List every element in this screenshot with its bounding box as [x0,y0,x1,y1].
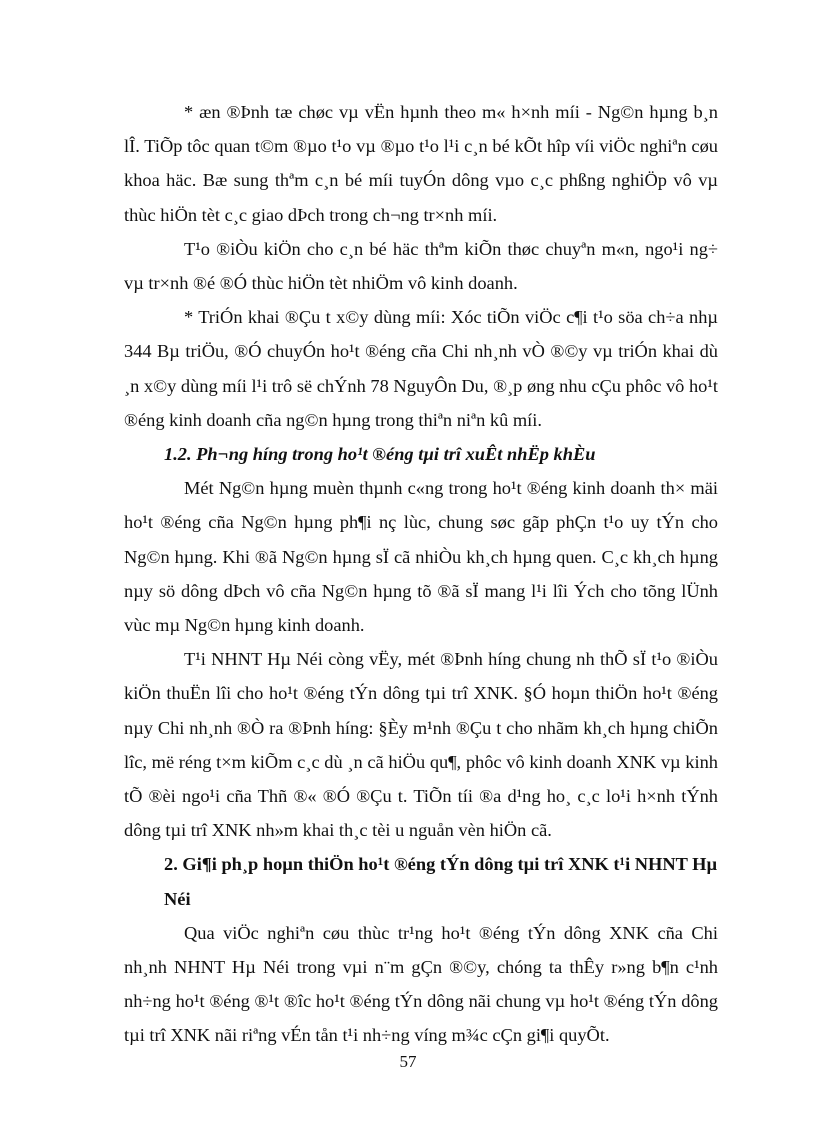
page-number: 57 [399,1052,417,1071]
paragraph-4: Mét Ng©n hµng muèn thµnh c«ng trong ho¹t ®éng kinh doanh th× mäi ho¹t ®éng cña Ng©n hµng ph¶i nç lùc, chung søc gãp phÇn t¹o uy tÝn cho Ng©n hµng. Khi ®ã Ng©n hµng sÏ cã nhiÒu kh¸ch hµng quen. C¸c kh¸ch hµng nµy sö dông dÞch vô cña Ng©n hµng tõ ®ã sÏ mang l¹i lîi Ých cho tõng lÜnh vùc mµ Ng©n hµng kinh doanh. [124,478,718,636]
section-heading-1-2: 1.2. Ph¬ng híng trong ho¹t ®éng tµi trî xuÊt nhËp khÈu [164,444,596,465]
paragraph-5: T¹i NHNT Hµ Néi còng vËy, mét ®Þnh híng chung nh thÕ sÏ t¹o ®iÒu kiÖn thuËn lîi cho ho¹t ®éng tÝn dông tµi trî XNK. §Ó hoµn thiÖn ho¹t ®éng nµy Chi nh¸nh ®Ò ra ®Þnh híng: §Èy m¹nh ®Çu t cho nhãm kh¸ch hµng chiÕn lîc, më réng t×m kiÕm c¸c dù ¸n cã hiÖu qu¶, phôc vô kinh doanh XNK vµ kinh tÕ ®èi ngo¹i cña Thñ ®« ®Ó ®Çu t. TiÕn tíi ®a d¹ng ho¸ c¸c lo¹i h×nh tÝnh dông tµi trî XNK nh»m khai th¸c tèi u nguån vèn hiÖn cã. [124,649,718,841]
page-body [124,95,718,1053]
paragraph-3: * TriÓn khai ®Çu t x©y dùng míi: Xóc tiÕn viÖc c¶i t¹o söa ch÷a nhµ 344 Bµ triÖu, ®Ó chuyÓn ho¹t ®éng cña Chi nh¸nh vÒ ®©y vµ triÓn khai dù ¸n x©y dùng míi l¹i trô së chÝnh 78 NguyÔn Du, ®¸p øng nhu cÇu phôc vô ho¹t ®éng kinh doanh cña ng©n hµng trong thiªn niªn kû míi. [124,307,718,430]
paragraph-1: * æn ®Þnh tæ chøc vµ vËn hµnh theo m« h×nh míi - Ng©n hµng b¸n lÎ. TiÕp tôc quan t©m ®µo t¹o vµ ®µo t¹o l¹i c¸n bé kÕt hîp víi viÖc nghiªn cøu khoa häc. Bæ sung thªm c¸n bé míi tuyÓn dông vµo c¸c phßng nghiÖp vô vµ thùc hiÖn tèt c¸c giao dÞch trong ch¬ng tr×nh míi. [124,102,718,225]
paragraph-6: Qua viÖc nghiªn cøu thùc tr¹ng ho¹t ®éng tÝn dông XNK cña Chi nh¸nh NHNT Hµ Néi trong vµi n¨m gÇn ®©y, chóng ta thÊy r»ng b¶n c¹nh nh÷ng ho¹t ®éng ®¹t ®îc ho¹t ®éng tÝn dông nãi chung vµ ho¹t ®éng tÝn dông tµi trî XNK nãi riªng vÉn tån t¹i nh÷ng víng m¾c cÇn gi¶i quyÕt. [124,922,718,1046]
section-heading-2: 2. Gi¶i ph¸p hoµn thiÖn ho¹t ®éng tÝn dông tµi trî XNK t¹i NHNT Hµ Néi [164,854,718,909]
paragraph-2: T¹o ®iÒu kiÖn cho c¸n bé häc thªm kiÕn thøc chuyªn m«n, ngo¹i ng÷ vµ tr×nh ®é ®Ó thùc hiÖn tèt nhiÖm vô kinh doanh. [124,238,718,294]
